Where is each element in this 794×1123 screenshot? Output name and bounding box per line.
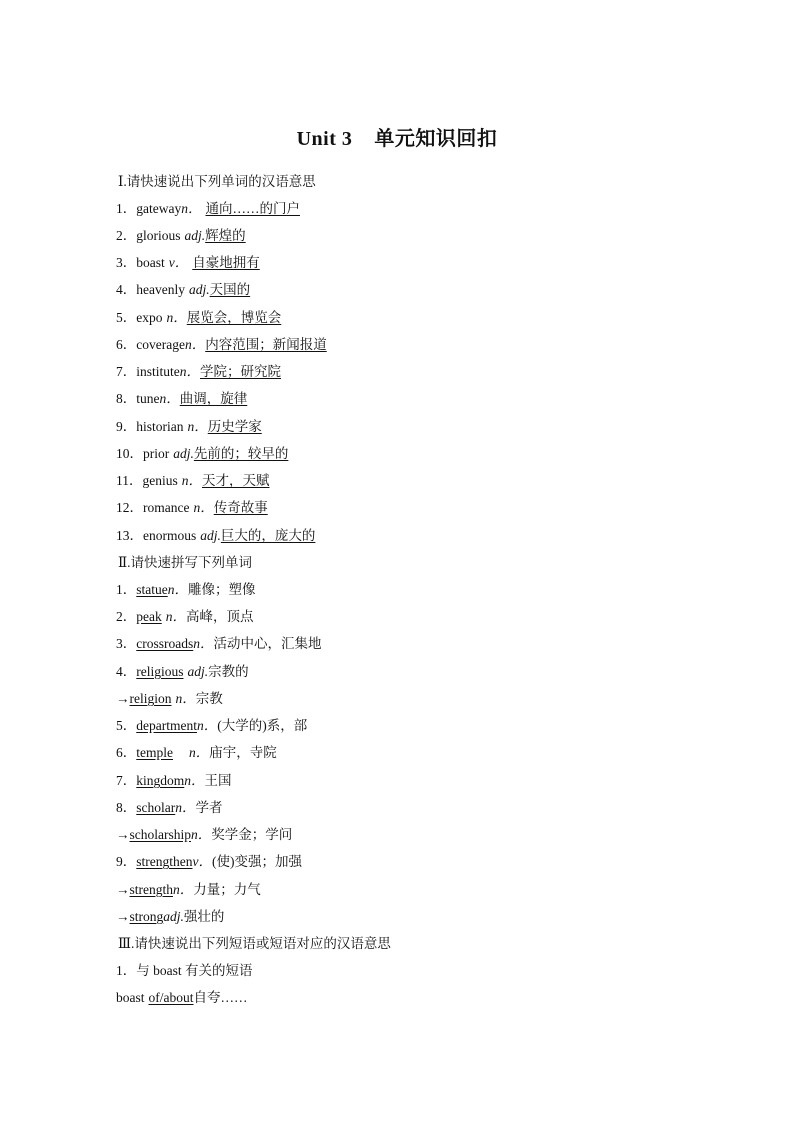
phrase-group-1-title: 1．与 boast 有关的短语	[116, 963, 253, 978]
answer: crossroads	[136, 636, 194, 651]
answer: 展览会，博览会	[186, 310, 282, 325]
vocab-item-9: 9．historian n．历史学家	[116, 419, 262, 434]
vocab-item-10: 10．prior adj.先前的；较早的	[116, 446, 289, 461]
answer: 先前的；较早的	[193, 446, 289, 461]
spelling-item-9-derived-2: →strongadj.强壮的	[116, 909, 225, 924]
answer: 历史学家	[207, 419, 262, 434]
answer: department	[136, 718, 197, 733]
vocab-item-1: 1．gatewayn． 通向……的门户	[116, 201, 300, 216]
spelling-item-4-derived: →religion n．宗教	[116, 691, 223, 706]
vocab-item-4: 4．heavenly adj.天国的	[116, 282, 251, 297]
answer: scholar	[136, 800, 176, 815]
answer: scholarship	[129, 827, 191, 842]
vocab-item-12: 12．romance n．传奇故事	[116, 500, 268, 515]
section-2-heading: Ⅱ.请快速拼写下列单词	[118, 555, 253, 570]
answer: strong	[129, 909, 164, 924]
answer: religious	[136, 664, 184, 679]
spelling-item-3: 3．crossroadsn．活动中心，汇集地	[116, 636, 322, 651]
answer: 巨大的，庞大的	[220, 528, 316, 543]
vocab-item-11: 11．genius n．天才，天赋	[116, 473, 270, 488]
vocab-item-7: 7．instituten．学院；研究院	[116, 364, 281, 379]
vocab-item-6: 6．coveragen．内容范围；新闻报道	[116, 337, 327, 352]
answer: 传奇故事	[213, 500, 268, 515]
vocab-item-5: 5．expo n．展览会，博览会	[116, 310, 282, 325]
vocab-item-13: 13．enormous adj.巨大的，庞大的	[116, 528, 316, 543]
unit-subtitle: 单元知识回扣	[374, 128, 498, 150]
answer: strengthen	[136, 854, 193, 869]
spelling-item-7: 7．kingdomn．王国	[116, 773, 232, 788]
spelling-item-1: 1．statuen．雕像；塑像	[116, 582, 256, 597]
page-title	[0, 122, 794, 151]
unit-label: Unit 3	[296, 128, 353, 150]
answer: temple	[136, 745, 173, 760]
vocab-item-3: 3．boast v． 自豪地拥有	[116, 255, 260, 270]
answer: of/about	[148, 990, 194, 1005]
answer: strength	[129, 882, 173, 897]
spelling-item-8: 8．scholarn．学者	[116, 800, 223, 815]
spelling-item-2: 2．peak n．高峰，顶点	[116, 609, 254, 624]
answer: 通向……的门户	[205, 201, 300, 216]
answer: 辉煌的	[205, 228, 246, 243]
section-1-heading: Ⅰ.请快速说出下列单词的汉语意思	[118, 174, 316, 189]
vocab-item-8: 8．tunen．曲调，旋律	[116, 391, 248, 406]
answer: peak	[136, 609, 162, 624]
answer: 天国的	[209, 282, 251, 297]
answer: 内容范围；新闻报道	[205, 337, 327, 352]
spelling-item-4: 4．religious adj.宗教的	[116, 664, 249, 679]
answer: 自豪地拥有	[192, 255, 260, 270]
answer: religion	[129, 691, 172, 706]
section-3-heading: Ⅲ.请快速说出下列短语或短语对应的汉语意思	[118, 936, 391, 951]
answer: kingdom	[136, 773, 185, 788]
spelling-item-9-derived-1: →strengthn．力量；力气	[116, 882, 261, 897]
spelling-item-5: 5．departmentn．(大学的)系，部	[116, 718, 308, 733]
answer: 曲调，旋律	[179, 391, 248, 406]
vocab-item-2: 2．glorious adj.辉煌的	[116, 228, 246, 243]
answer: statue	[136, 582, 168, 597]
spelling-item-8-derived: →scholarshipn．奖学金；学问	[116, 827, 293, 842]
spelling-item-6: 6．temple n．庙宇，寺院	[116, 745, 277, 760]
phrase-item-1: boast of/about自夸……	[116, 990, 248, 1005]
spelling-item-9: 9．strengthenv．(使)变强；加强	[116, 854, 302, 869]
answer: 学院；研究院	[200, 364, 281, 379]
answer: 天才，天赋	[202, 473, 270, 488]
